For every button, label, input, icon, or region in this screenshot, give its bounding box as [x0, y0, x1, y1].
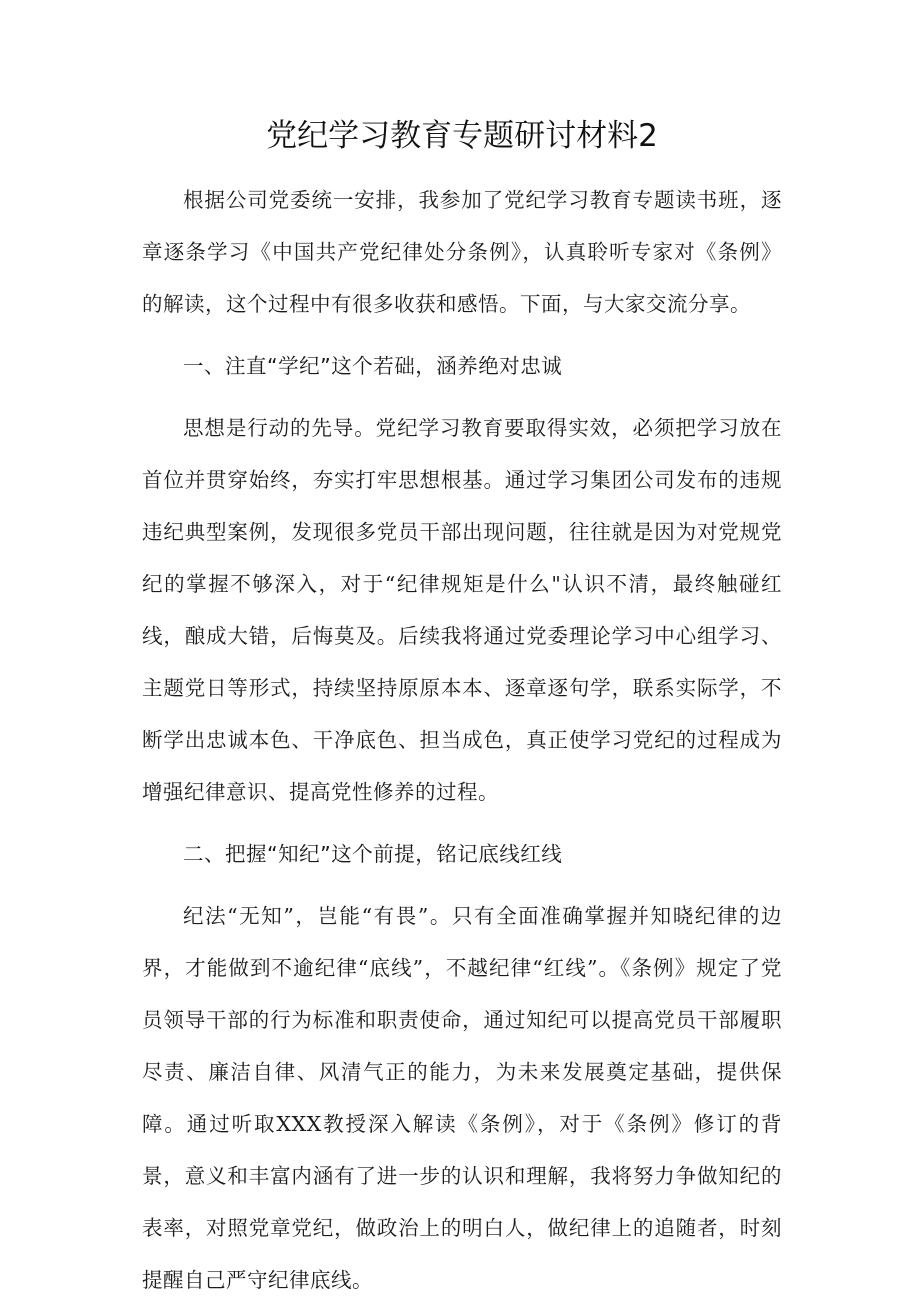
section-1-body: 思想是行动的先导。党纪学习教育要取得实效，必须把学习放在首位并贯穿始终，夯实打牢思想根基。通过学习集团公司发布的违规违纪典型案例，发现很多党员干部出现问题，往往就是因为对党规党纪的掌握不够深入，对于“纪律规矩是什么"认识不清，最终触碰红线，酿成大错，后悔莫及。后续我将通过党委理论学习中心组学习、主题党日等形式，持续坚持原原本本、逐章逐句学，联系实际学，不断学出忠诚本色、干净底色、担当成色，真正使学习党纪的过程成为增强纪律意识、提高党性修养的过程。 — [142, 416, 782, 804]
section-2-body: 纪法“无知”，岂能“有畏”。只有全面准确掌握并知晓纪律的边界，才能做到不逾纪律“底线”，不越纪律“红线”。《条例》规定了党员领导干部的行为标准和职责使命，通过知纪可以提高党员干部履职尽责、廉洁自律、风清气正的能力，为未来发展奠定基础，提供保障。通过听取XXX教授深入解读《条例》，对于《条例》修订的背景，意义和丰富内涵有了进一步的认识和理解，我将努力争做知纪的表率，对照党章党纪，做政治上的明白人，做纪律上的追随者，时刻提醒自己严守纪律底线。 — [142, 904, 782, 1292]
intro-paragraph: 根据公司党委统一安排，我参加了党纪学习教育专题读书班，逐章逐条学习《中国共产党纪律处分条例》，认真聆听专家对《条例》的解读，这个过程中有很多收获和感悟。下面，与大家交流分享。 — [142, 188, 782, 316]
section-2-heading: 二、把握“知纪”这个前提，铭记底线红线 — [183, 842, 563, 866]
document-title: 党纪学习教育专题研讨材料2 — [266, 118, 658, 154]
section-1-heading: 一、注直“学纪”这个若础，涵养绝对忠诚 — [183, 354, 563, 378]
